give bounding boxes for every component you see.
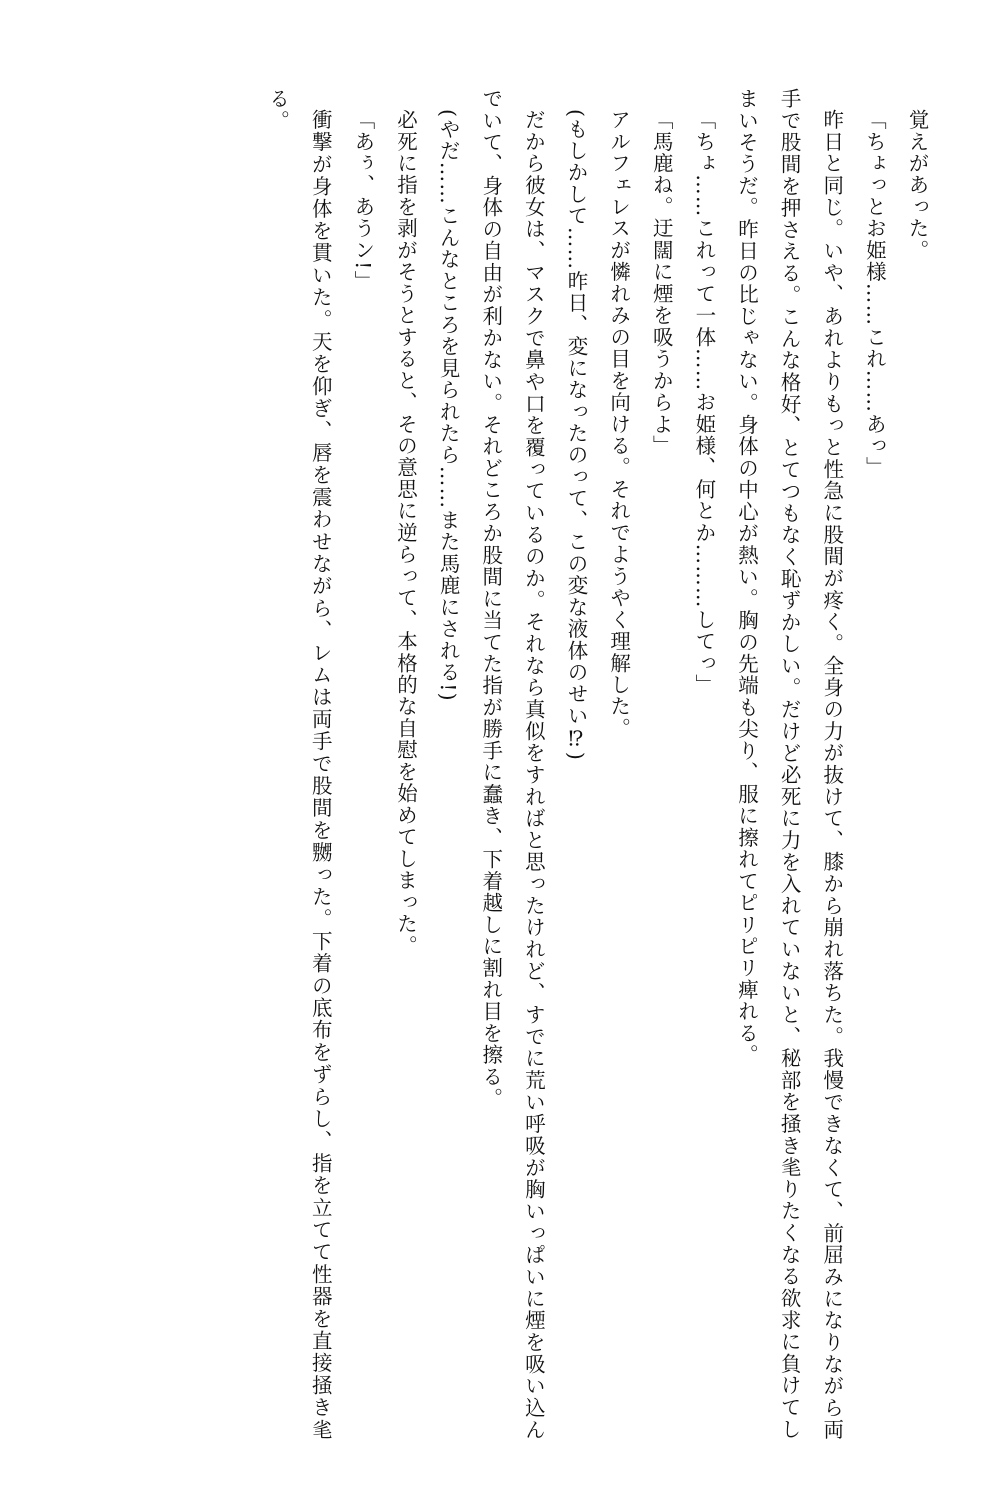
paragraph: 「馬鹿ね。迂闊に煙を吸うからよ」 xyxy=(649,108,674,457)
paragraph: 衝撃が身体を貫いた。天を仰ぎ、唇を震わせながら、レムは両手で股間を嬲った。下着の底布をずらし、指を立てて性器を直接掻き毟る。 xyxy=(265,88,333,1440)
paragraph: (やだ……こんなところを見られたら……また馬鹿にされる!) xyxy=(436,108,461,702)
paragraph: 必死に指を剥がそうとすると、その意思に逆らって、本格的な自慰を始めてしまった。 xyxy=(393,108,418,956)
paragraph: 昨日と同じ。いや、あれよりもっと性急に股間が疼く。全身の力が抜けて、膝から崩れ落ちた。我慢できなくて、前屈みになりながら両手で股間を押さえる。こんな格好、とてつもなく恥ずかしい。だけど必死に力を入れていないと、秘部を掻き毟りたくなる欲求に負けてしまいそうだ。昨日の比じゃない。身体の中心が熱い。胸の先端も尖り、服に擦れてピリピリ痺れる。 xyxy=(734,88,844,1440)
paragraph: (もしかして……昨日、変になったのって、この変な液体のせい⁉) xyxy=(564,108,588,761)
paragraph: だから彼女は、マスクで鼻や口を覆っているのか。それなら真似をすればと思ったけれど、すでに荒い呼吸が胸いっぱいに煙を吸い込んでいて、身体の自由が利かない。それどころか股間に当てた指が勝手に蠢き、下着越しに割れ目を擦る。 xyxy=(478,88,546,1440)
paragraph: 「ちょっとお姫様……これ……あっ」 xyxy=(862,108,887,478)
vertical-text-body xyxy=(62,88,938,1440)
paragraph: 「あぅ、あうン!」 xyxy=(350,108,375,292)
paragraph: 「ちょ……これって一体……お姫様、何とか………してっ」 xyxy=(691,108,716,696)
paragraph: アルフェレスが憐れみの目を向ける。それでようやく理解した。 xyxy=(606,108,631,739)
paragraph: 覚えがあった。 xyxy=(905,108,929,261)
